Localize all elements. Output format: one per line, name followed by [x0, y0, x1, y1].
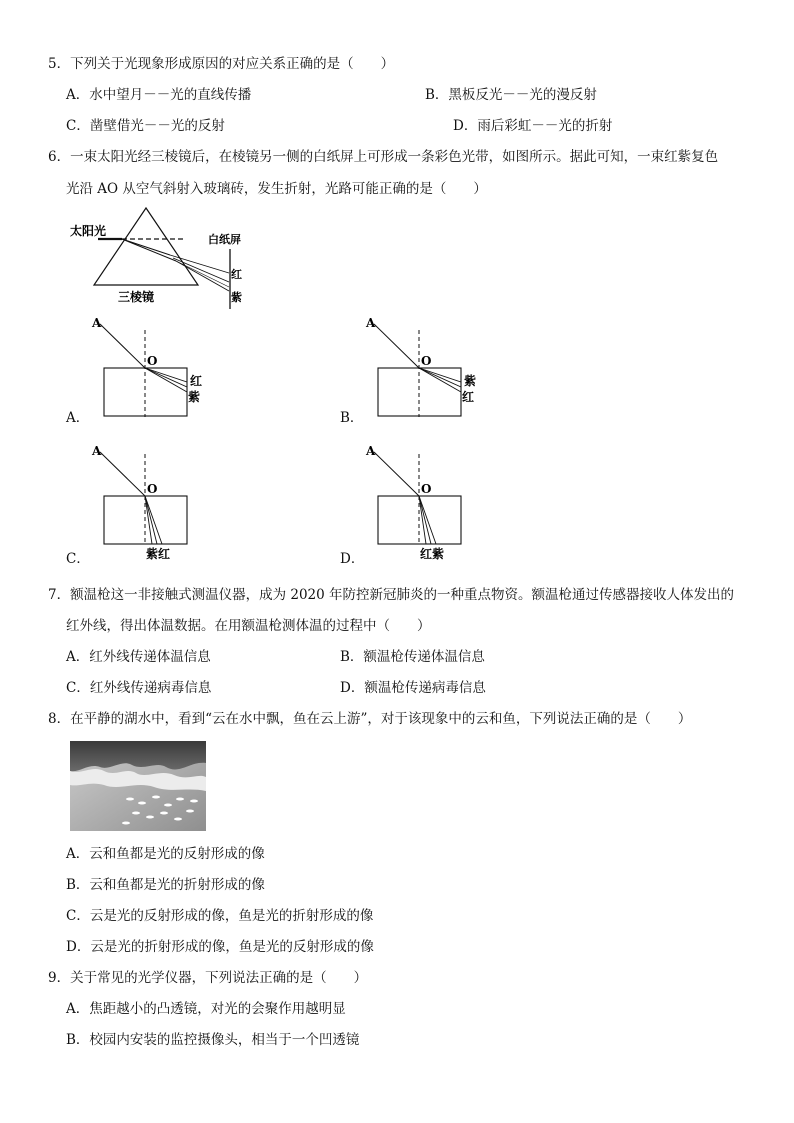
ray-out-1 [170, 255, 229, 273]
point-a-label: A [92, 316, 102, 330]
label-top: 红 [190, 374, 203, 388]
point-o-label: O [147, 354, 158, 368]
q5-option-a: A．水中望月－－光的直线传播 [66, 87, 252, 103]
q6-option-c-letter: C． [66, 551, 90, 567]
q5-option-d: D．雨后彩虹－－光的折射 [453, 118, 613, 134]
q7-option-b: B．额温枪传递体温信息 [340, 649, 485, 665]
q6-option-c-figure [64, 440, 224, 565]
q6-stem-line1: 6．一束太阳光经三棱镜后，在棱镜另一侧的白纸屏上可形成一条彩色光带，如图所示。据此可知，一束红紫复色 [48, 149, 719, 165]
incident-ray [374, 324, 419, 368]
refracted-ray-2 [419, 368, 461, 387]
point-a-label: A [366, 444, 376, 458]
point-o-label: O [421, 482, 432, 496]
q7-stem-line2: 红外线，得出体温数据。在用额温枪测体温的过程中（ ） [66, 618, 431, 634]
q6-stem-line2: 光沿 AO 从空气斜射入玻璃砖，发生折射，光路可能正确的是（ ） [66, 181, 487, 197]
refracted-ray-3 [419, 496, 436, 544]
label-bottom: 紫红 [146, 547, 171, 561]
prism-label: 三棱镜 [118, 290, 155, 304]
q7-option-d: D．额温枪传递病毒信息 [340, 680, 486, 696]
red-label: 红 [231, 268, 242, 281]
q7-option-c: C．红外线传递病毒信息 [66, 680, 212, 696]
q6-option-d-letter: D． [340, 551, 365, 567]
point-a-label: A [366, 316, 376, 330]
q5-option-b: B．黑板反光－－光的漫反射 [425, 87, 597, 103]
q8-option-a: A．云和鱼都是光的反射形成的像 [66, 846, 265, 862]
incident-ray [100, 324, 145, 368]
label-bottom: 红 [462, 390, 475, 404]
ray-out-3 [176, 261, 229, 291]
ray-out-4 [174, 260, 229, 287]
violet-label: 紫 [231, 291, 242, 304]
label-bottom: 红紫 [420, 547, 445, 561]
q9-stem: 9．关于常见的光学仪器，下列说法正确的是（ ） [48, 970, 368, 986]
q6-option-d-figure [338, 440, 498, 565]
q7-option-a: A．红外线传递体温信息 [66, 649, 211, 665]
q9-option-a: A．焦距越小的凸透镜，对光的会聚作用越明显 [66, 1001, 346, 1017]
q8-option-b: B．云和鱼都是光的折射形成的像 [66, 877, 265, 893]
label-top: 紫 [464, 374, 477, 388]
label-bottom: 紫 [188, 390, 201, 404]
q8-option-d: D．云是光的折射形成的像，鱼是光的反射形成的像 [66, 939, 374, 955]
sun-label: 太阳光 [70, 224, 107, 238]
q5-stem: 5．下列关于光现象形成原因的对应关系正确的是（ ） [48, 56, 395, 72]
ray-inside-bottom [122, 239, 176, 261]
q8-option-c: C．云是光的反射形成的像，鱼是光的折射形成的像 [66, 908, 374, 924]
refracted-ray-3 [145, 496, 162, 544]
screen-label: 白纸屏 [208, 233, 241, 246]
refracted-ray-2 [145, 368, 187, 387]
incident-ray [374, 452, 419, 496]
q8-stem: 8．在平静的湖水中，看到“云在水中飘，鱼在云上游”，对于该现象中的云和鱼，下列说法正确的是（ ） [48, 711, 692, 727]
point-o-label: O [147, 482, 158, 496]
lake-photo [70, 741, 206, 831]
point-a-label: A [92, 444, 102, 458]
point-o-label: O [421, 354, 432, 368]
q6-option-b-letter: B． [340, 410, 364, 426]
q7-stem-line1: 7．额温枪这一非接触式测温仪器，成为 2020 年防控新冠肺炎的一种重点物资。额温枪通过传感器接收人体发出的 [48, 587, 735, 603]
q6-option-a-letter: A． [66, 410, 90, 426]
prism-figure [66, 205, 266, 310]
incident-ray [100, 452, 145, 496]
q9-option-b: B．校园内安装的监控摄像头，相当于一个凹透镜 [66, 1032, 360, 1048]
q5-option-c: C．凿壁借光－－光的反射 [66, 118, 225, 134]
